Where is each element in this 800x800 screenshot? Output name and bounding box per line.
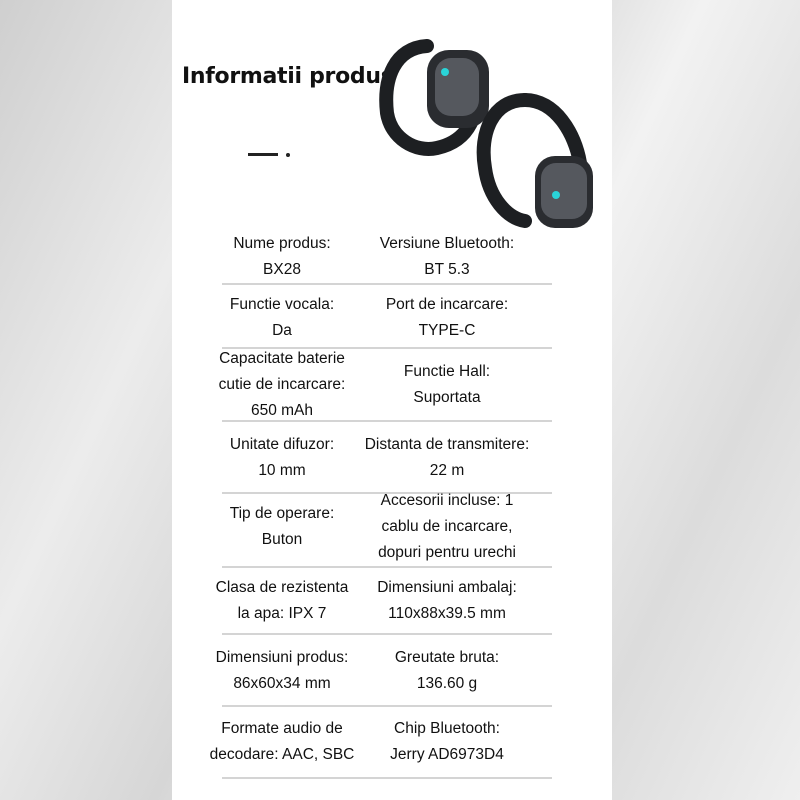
- spec-cell-left: [215, 637, 349, 705]
- spec-cell-left: [222, 288, 342, 347]
- spec-text: Tip de operare:: [229, 504, 335, 522]
- spec-text: Jerry AD6973D4: [390, 746, 504, 763]
- spec-text: cablu de incarcare,: [381, 517, 513, 535]
- spec-text: cutie de incarcare:: [218, 375, 346, 393]
- spec-text: 110x88x39.5 mm: [388, 604, 506, 622]
- spec-text: 22 m: [429, 462, 465, 479]
- spec-text: Versiune Bluetooth:: [379, 234, 515, 252]
- spec-row: [218, 349, 552, 422]
- spec-row: [215, 637, 552, 707]
- led-icon: [441, 68, 449, 76]
- spec-text: dopuri pentru urechi: [378, 543, 516, 561]
- spec-text: 86x60x34 mm: [233, 675, 331, 692]
- spec-row: [222, 487, 552, 568]
- led-icon: [552, 191, 560, 199]
- spec-text: Accesorii incluse: 1: [380, 491, 514, 509]
- spec-text: Formate audio de: [221, 720, 343, 737]
- spec-text: la apa: IPX 7: [237, 604, 327, 622]
- spec-row: [222, 230, 552, 285]
- spec-text: Unitate difuzor:: [229, 436, 335, 453]
- earbud-right: [484, 100, 593, 228]
- spec-cell-left: [222, 487, 342, 566]
- spec-row: [215, 568, 552, 635]
- spec-cell-left: [218, 349, 346, 420]
- spec-cell-right: [342, 707, 552, 777]
- spec-cell-left: [222, 230, 342, 283]
- spec-text: Nume produs:: [233, 234, 331, 252]
- spec-text: Functie Hall:: [403, 362, 491, 380]
- spec-text: Greutate bruta:: [394, 649, 500, 666]
- spec-text: Capacitate baterie: [219, 349, 345, 367]
- spec-text: Distanta de transmitere:: [364, 436, 530, 453]
- spec-text: Chip Bluetooth:: [394, 720, 500, 737]
- spec-row: [222, 288, 552, 349]
- spec-text: Functie vocala:: [229, 295, 335, 313]
- decorative-dot: [286, 153, 290, 157]
- spec-text: TYPE-C: [418, 321, 476, 339]
- spec-text: BX28: [263, 260, 301, 278]
- spec-cell-left: [209, 707, 355, 777]
- spec-text: Dimensiuni produs:: [215, 649, 349, 666]
- spec-text: 136.60 g: [416, 675, 478, 692]
- earbuds-product-image: [375, 38, 595, 233]
- spec-cell-left: [215, 568, 349, 633]
- spec-cell-right: [342, 637, 552, 705]
- spec-text: Dimensiuni ambalaj:: [377, 578, 517, 596]
- spec-text: Clasa de rezistenta: [215, 578, 349, 596]
- spec-cell-right: [342, 349, 552, 420]
- spec-cell-right: [342, 424, 552, 492]
- spec-text: Buton: [261, 530, 303, 548]
- spec-text: Suportata: [413, 388, 481, 406]
- spec-text: 650 mAh: [250, 401, 314, 419]
- spec-row: [222, 424, 552, 494]
- spec-text: 10 mm: [258, 462, 306, 479]
- spec-cell-right: [342, 230, 552, 283]
- spec-cell-right: [342, 487, 552, 566]
- spec-cell-left: [222, 424, 342, 492]
- spec-cell-right: [342, 288, 552, 347]
- spec-text: decodare: AAC, SBC: [209, 746, 355, 763]
- spec-text: Da: [272, 321, 292, 339]
- spec-row: [209, 707, 552, 779]
- decorative-dash: [248, 153, 278, 156]
- page-title: Informatii produs: [182, 64, 394, 89]
- spec-cell-right: [342, 568, 552, 633]
- spec-text: BT 5.3: [424, 260, 470, 278]
- spec-text: Port de incarcare:: [385, 295, 509, 313]
- earbud-left: [386, 46, 489, 149]
